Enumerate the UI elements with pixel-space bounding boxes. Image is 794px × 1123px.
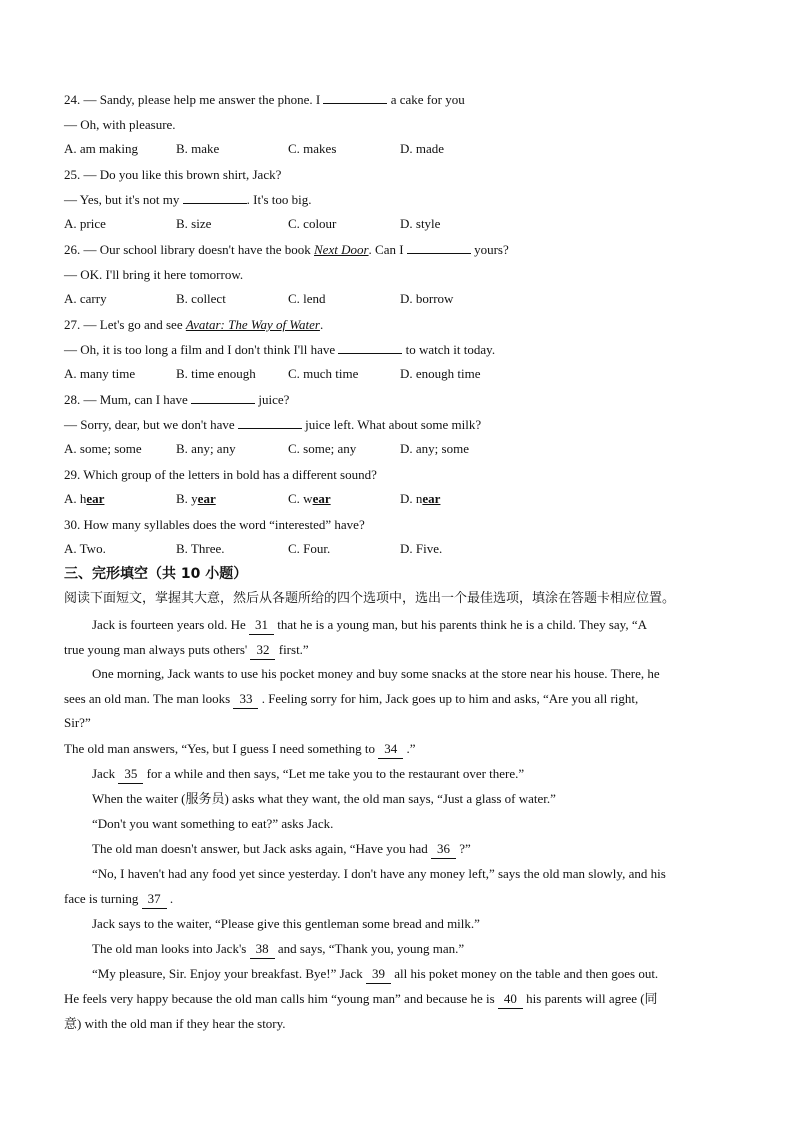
passage-text: The old man doesn't answer, but Jack asks again, “Have you had — [92, 841, 428, 856]
passage-line-10 — [64, 840, 734, 859]
q26-stem-text-2: . Can I — [368, 242, 404, 257]
q30-option-a[interactable]: A. Two. — [64, 541, 106, 556]
blank-34[interactable]: 34 — [378, 740, 403, 759]
q24-stem-text: 24. — Sandy, please help me answer the phone. I — [64, 92, 321, 107]
passage-line-1 — [64, 616, 734, 635]
q28-option-c[interactable]: C. some; any — [288, 441, 357, 456]
passage-line-17: 意) with the old man if they hear the story. — [64, 1016, 286, 1031]
passage-line-4 — [64, 690, 734, 709]
passage-text: Jack — [92, 766, 116, 781]
blank-38[interactable]: 38 — [250, 940, 275, 959]
passage-text: . Feeling sorry for him, Jack goes up to him and asks, “Are you all right, — [261, 691, 639, 706]
q27-stem — [64, 316, 734, 334]
passage-text: first.” — [278, 642, 309, 657]
blank-32[interactable]: 32 — [250, 641, 275, 660]
q24-stem-text-2: a cake for you — [390, 92, 465, 107]
passage-line-16 — [64, 990, 734, 1009]
q28-blank-2[interactable] — [238, 416, 302, 429]
passage-line-15 — [64, 965, 734, 984]
q26-book-title: Next Door — [314, 242, 369, 257]
blank-36[interactable]: 36 — [431, 840, 456, 859]
q30-stem: 30. How many syllables does the word “interested” have? — [64, 517, 365, 532]
q25-reply — [64, 191, 734, 209]
q26-option-a[interactable]: A. carry — [64, 291, 107, 306]
q28-reply-text: — Sorry, dear, but we don't have — [64, 417, 235, 432]
q29-stem: 29. Which group of the letters in bold has a different sound? — [64, 467, 377, 482]
q27-reply-text-2: to watch it today. — [405, 342, 496, 357]
q29-option-d-prefix: D. n — [400, 491, 423, 506]
q26-stem-text-3: yours? — [474, 242, 509, 257]
passage-text: and says, “Thank you, young man.” — [277, 941, 465, 956]
q30-option-c[interactable]: C. Four. — [288, 541, 331, 556]
q25-option-d[interactable]: D. style — [400, 216, 441, 231]
q26-option-b[interactable]: B. collect — [176, 291, 226, 306]
passage-text: face is turning — [64, 891, 139, 906]
q27-blank[interactable] — [338, 341, 402, 354]
q27-reply-text: — Oh, it is too long a film and I don't think I'll have — [64, 342, 336, 357]
q29-option-c-prefix: C. w — [288, 491, 313, 506]
passage-text: The old man looks into Jack's — [92, 941, 247, 956]
q24-option-a[interactable]: A. am making — [64, 141, 139, 156]
q29-option-b-bold: ear — [197, 491, 216, 506]
q27-option-a[interactable]: A. many time — [64, 366, 136, 381]
q27-film-title: Avatar: The Way of Water — [185, 317, 320, 332]
passage-text: sees an old man. The man looks — [64, 691, 231, 706]
q28-reply — [64, 416, 734, 434]
passage-text: . — [169, 891, 174, 906]
q26-stem-text: 26. — Our school library doesn't have the book — [64, 242, 311, 257]
q24-option-c[interactable]: C. makes — [288, 141, 337, 156]
blank-35[interactable]: 35 — [118, 765, 143, 784]
q27-option-b[interactable]: B. time enough — [176, 366, 256, 381]
q26-reply: — OK. I'll bring it here tomorrow. — [64, 267, 244, 282]
section-title: 三、完形填空（共 10 小题） — [64, 566, 248, 582]
passage-text: his parents will agree (同 — [526, 991, 658, 1006]
q29-option-a[interactable] — [64, 491, 104, 507]
q25-option-a[interactable]: A. price — [64, 216, 106, 231]
q24-reply: — Oh, with pleasure. — [64, 117, 176, 132]
q29-option-c[interactable] — [288, 491, 331, 507]
passage-line-13: Jack says to the waiter, “Please give this gentleman some bread and milk.” — [92, 916, 480, 931]
passage-text: Jack is fourteen years old. He — [92, 617, 246, 632]
blank-31[interactable]: 31 — [249, 616, 274, 635]
passage-line-9: “Don't you want something to eat?” asks Jack. — [92, 816, 334, 831]
passage-line-3: One morning, Jack wants to use his pocket money and buy some snacks at the store near his house. There, he — [92, 666, 660, 681]
q28-stem-text-2: juice? — [258, 392, 290, 407]
section-instruction: 阅读下面短文，掌握其大意，然后从各题所给的四个选项中，选出一个最佳选项，填涂在答题卡相应位置。 — [64, 591, 676, 606]
q29-option-c-bold: ear — [312, 491, 331, 506]
passage-text: He feels very happy because the old man calls him “young man” and because he is — [64, 991, 495, 1006]
q27-stem-text: 27. — Let's go and see — [64, 317, 183, 332]
q27-reply — [64, 341, 734, 359]
passage-line-14 — [64, 940, 734, 959]
q29-option-b-prefix: B. y — [176, 491, 198, 506]
q25-reply-text-2: . It's too big. — [246, 192, 312, 207]
passage-text: for a while and then says, “Let me take you to the restaurant over there.” — [146, 766, 525, 781]
q26-blank[interactable] — [407, 241, 471, 254]
passage-text: ?” — [459, 841, 471, 856]
q26-stem — [64, 241, 734, 259]
q27-stem-text-2: . — [319, 317, 324, 332]
q25-option-b[interactable]: B. size — [176, 216, 212, 231]
q25-stem: 25. — Do you like this brown shirt, Jack? — [64, 167, 282, 182]
q26-option-c[interactable]: C. lend — [288, 291, 326, 306]
passage-line-7 — [64, 765, 734, 784]
q25-blank[interactable] — [183, 191, 247, 204]
blank-39[interactable]: 39 — [366, 965, 391, 984]
q26-option-d[interactable]: D. borrow — [400, 291, 454, 306]
passage-text: that he is a young man, but his parents think he is a child. They say, “A — [277, 617, 647, 632]
q24-blank[interactable] — [323, 91, 387, 104]
q25-option-c[interactable]: C. colour — [288, 216, 337, 231]
q28-option-a[interactable]: A. some; some — [64, 441, 142, 456]
passage-text: “My pleasure, Sir. Enjoy your breakfast. Bye!” Jack — [92, 966, 363, 981]
q28-reply-text-2: juice left. What about some milk? — [305, 417, 482, 432]
q27-option-d[interactable]: D. enough time — [400, 366, 481, 381]
q28-stem-text: 28. — Mum, can I have — [64, 392, 188, 407]
passage-line-11: “No, I haven't had any food yet since yesterday. I don't have any money left,” says the old man slowly, and his — [92, 866, 666, 881]
q29-option-a-bold: ear — [86, 491, 105, 506]
q30-option-d[interactable]: D. Five. — [400, 541, 443, 556]
q30-option-b[interactable]: B. Three. — [176, 541, 225, 556]
blank-37[interactable]: 37 — [142, 890, 167, 909]
q28-blank-1[interactable] — [191, 391, 255, 404]
q25-reply-text: — Yes, but it's not my — [64, 192, 180, 207]
q28-option-d[interactable]: D. any; some — [400, 441, 469, 456]
blank-40[interactable]: 40 — [498, 990, 523, 1009]
q24-stem — [64, 91, 734, 109]
passage-text: The old man answers, “Yes, but I guess I need something to — [64, 741, 375, 756]
q28-stem — [64, 391, 734, 409]
q24-option-b[interactable]: B. make — [176, 141, 220, 156]
blank-33[interactable]: 33 — [233, 690, 258, 709]
passage-line-12 — [64, 890, 734, 909]
passage-line-2 — [64, 641, 734, 660]
passage-line-6 — [64, 740, 734, 759]
q27-option-c[interactable]: C. much time — [288, 366, 359, 381]
q29-option-a-prefix: A. h — [64, 491, 87, 506]
passage-line-5: Sir?” — [64, 715, 91, 730]
passage-text: all his poket money on the table and then goes out. — [394, 966, 659, 981]
passage-line-8: When the waiter (服务员) asks what they want, the old man says, “Just a glass of water.” — [92, 791, 556, 806]
q29-option-b[interactable] — [176, 491, 216, 507]
q29-option-d[interactable] — [400, 491, 440, 507]
passage-text: true young man always puts others' — [64, 642, 248, 657]
q24-option-d[interactable]: D. made — [400, 141, 445, 156]
passage-text: .” — [406, 741, 416, 756]
q28-option-b[interactable]: B. any; any — [176, 441, 236, 456]
q29-option-d-bold: ear — [422, 491, 441, 506]
